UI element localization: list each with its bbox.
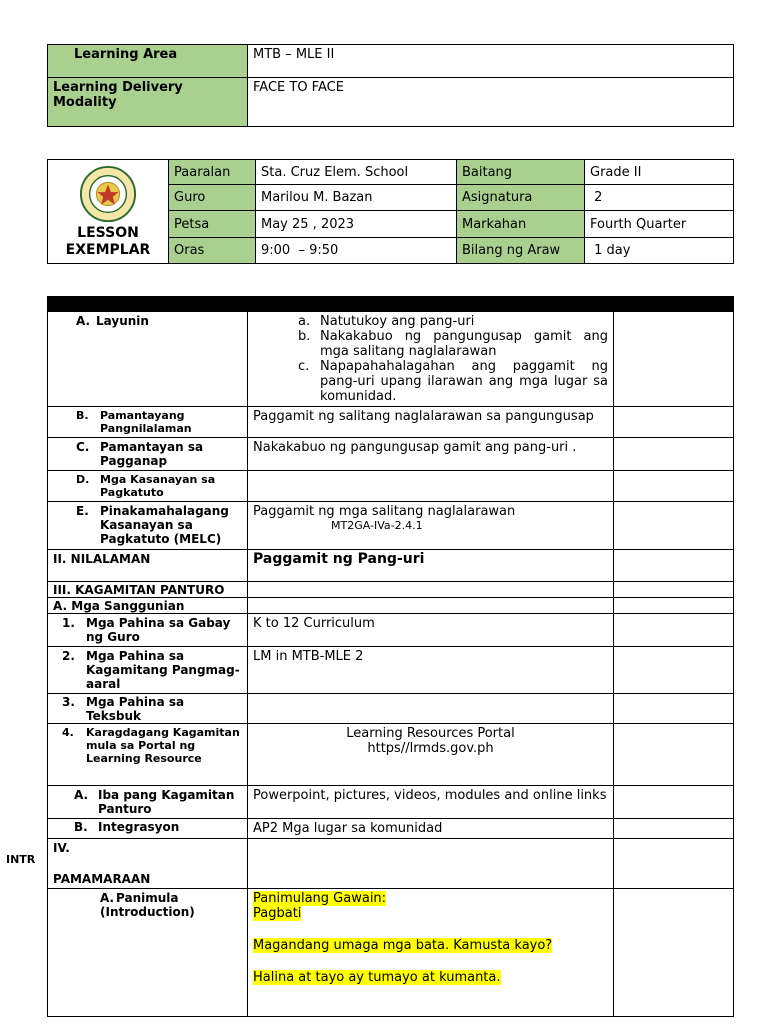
bilang-ng-araw-value: 1 day xyxy=(585,238,734,264)
panimula-line: Magandang umaga mga bata. Kamusta kayo? xyxy=(253,938,553,953)
integrasyon-row xyxy=(48,819,734,839)
nilalaman-value: Paggamit ng Pang-uri xyxy=(248,550,614,582)
teksbuk-label: 3. Mga Pahina sa Teksbuk xyxy=(48,694,248,724)
teksbuk-row xyxy=(48,694,734,724)
nilalaman-label: II. NILALAMAN xyxy=(48,550,248,582)
kagamitang-pangmag-aaral-value: LM in MTB-MLE 2 xyxy=(248,647,614,694)
panimula-line: Pagbati xyxy=(253,906,302,921)
panimula-line: Panimulang Gawain: xyxy=(253,891,387,906)
learning-area-label: Learning Area xyxy=(48,45,248,78)
gabay-row xyxy=(48,614,734,647)
iba-pang-label: A. Iba pang Kagamitan Panturo xyxy=(48,786,248,819)
petsa-label: Petsa xyxy=(169,211,256,238)
paaralan-label: Paaralan xyxy=(169,160,256,185)
melc-label: E. Pinakamahalagang Kasanayan sa Pagkatuto (MELC) xyxy=(48,502,248,550)
lr-portal-value: Learning Resources Portal https//lrmds.gov.ph xyxy=(248,724,614,786)
sanggunian-label: A. Mga Sanggunian xyxy=(48,598,248,614)
baitang-value: Grade II xyxy=(585,160,734,185)
school-seal-icon xyxy=(79,165,137,223)
markahan-label: Markahan xyxy=(457,211,585,238)
gabay-label: 1. Mga Pahina sa Gabay ng Guro xyxy=(48,614,248,647)
melc-value: Paggamit ng mga salitang naglalarawan MT2GA-IVa-2.4.1 xyxy=(248,502,614,550)
layunin-list xyxy=(248,312,614,407)
gabay-value: K to 12 Curriculum xyxy=(248,614,614,647)
pamantayan-sa-pagganap-value: Nakakabuo ng pangungusap gamit ang pang-uri . xyxy=(248,438,614,471)
learning-area-table xyxy=(47,44,734,127)
bilang-ng-araw-label: Bilang ng Araw xyxy=(457,238,585,264)
pamantayan-sa-pagganap-row xyxy=(48,438,734,471)
panimula-label-en: (Introduction) xyxy=(100,905,195,919)
sanggunian-row xyxy=(48,598,734,614)
guro-label: Guro xyxy=(169,185,256,211)
integrasyon-value: AP2 Mga lugar sa komunidad xyxy=(248,819,614,839)
layunin-label: A. Layunin xyxy=(48,312,248,407)
lr-portal-url: https//lrmds.gov.ph xyxy=(367,741,494,756)
baitang-label: Baitang xyxy=(457,160,585,185)
school-logo-cell xyxy=(48,160,169,264)
kasanayan-label: D. Mga Kasanayan sa Pagkatuto xyxy=(48,471,248,502)
pamamaraan-label: IV. PAMAMARAAN xyxy=(48,839,248,889)
pamantayang-pangnilalaman-value: Paggamit ng salitang naglalarawan sa pangungusap xyxy=(248,407,614,438)
layunin-item: c. Napapahahalagahan ang paggamit ng pang-uri upang ilarawan ang mga lugar sa komunidad. xyxy=(298,359,608,404)
nilalaman-row xyxy=(48,550,734,582)
lesson-header-table xyxy=(47,159,734,264)
kagamitang-pangmag-aaral-label: 2. Mga Pahina sa Kagamitang Pangmag-aaral xyxy=(48,647,248,694)
asignatura-value: 2 xyxy=(585,185,734,211)
oras-value: 9:00 – 9:50 xyxy=(256,238,457,264)
asignatura-label: Asignatura xyxy=(457,185,585,211)
pamantayang-pangnilalaman-label: B. Pamantayang Pangnilalaman xyxy=(48,407,248,438)
pamantayan-sa-pagganap-label: C. Pamantayan sa Pagganap xyxy=(48,438,248,471)
panimula-row xyxy=(48,889,734,1017)
pamamaraan-row xyxy=(48,839,734,889)
modality-label: Learning Delivery Modality xyxy=(48,78,248,127)
black-header-bar xyxy=(48,297,734,312)
kasanayan-row xyxy=(48,471,734,502)
markahan-value: Fourth Quarter xyxy=(585,211,734,238)
paaralan-value: Sta. Cruz Elem. School xyxy=(256,160,457,185)
learning-area-value: MTB – MLE II xyxy=(248,45,734,78)
intro-side-label: INTR xyxy=(6,853,36,866)
modality-value: FACE TO FACE xyxy=(248,78,734,127)
layunin-item: a. Natutukoy ang pang-uri xyxy=(298,314,475,329)
guro-value: Marilou M. Bazan xyxy=(256,185,457,211)
layunin-item: b. Nakakabuo ng pangungusap gamit ang mga salitang naglalarawan xyxy=(298,329,608,359)
kagamitan-row xyxy=(48,582,734,598)
iba-pang-row xyxy=(48,786,734,819)
kagamitan-label: III. KAGAMITAN PANTURO xyxy=(48,582,248,598)
iba-pang-value: Powerpoint, pictures, videos, modules and online links xyxy=(248,786,614,819)
kagamitang-pangmag-aaral-row xyxy=(48,647,734,694)
oras-label: Oras xyxy=(169,238,256,264)
panimula-content xyxy=(248,889,614,1017)
integrasyon-label: B. Integrasyon xyxy=(48,819,248,839)
lesson-plan-table xyxy=(47,296,734,1017)
melc-code: MT2GA-IVa-2.4.1 xyxy=(331,519,423,532)
lr-portal-label: 4. Karagdagang Kagamitan mula sa Portal ng Learning Resource xyxy=(48,724,248,786)
lesson-exemplar-title: LESSON EXEMPLAR xyxy=(65,224,151,258)
panimula-label: A. Panimula (Introduction) xyxy=(48,889,248,1017)
lr-portal-row xyxy=(48,724,734,786)
panimula-line: Halina at tayo ay tumayo at kumanta. xyxy=(253,970,501,985)
melc-row xyxy=(48,502,734,550)
pamantayang-pangnilalaman-row xyxy=(48,407,734,438)
petsa-value: May 25 , 2023 xyxy=(256,211,457,238)
layunin-row xyxy=(48,312,734,407)
kasanayan-value xyxy=(248,471,614,502)
teksbuk-value xyxy=(248,694,614,724)
